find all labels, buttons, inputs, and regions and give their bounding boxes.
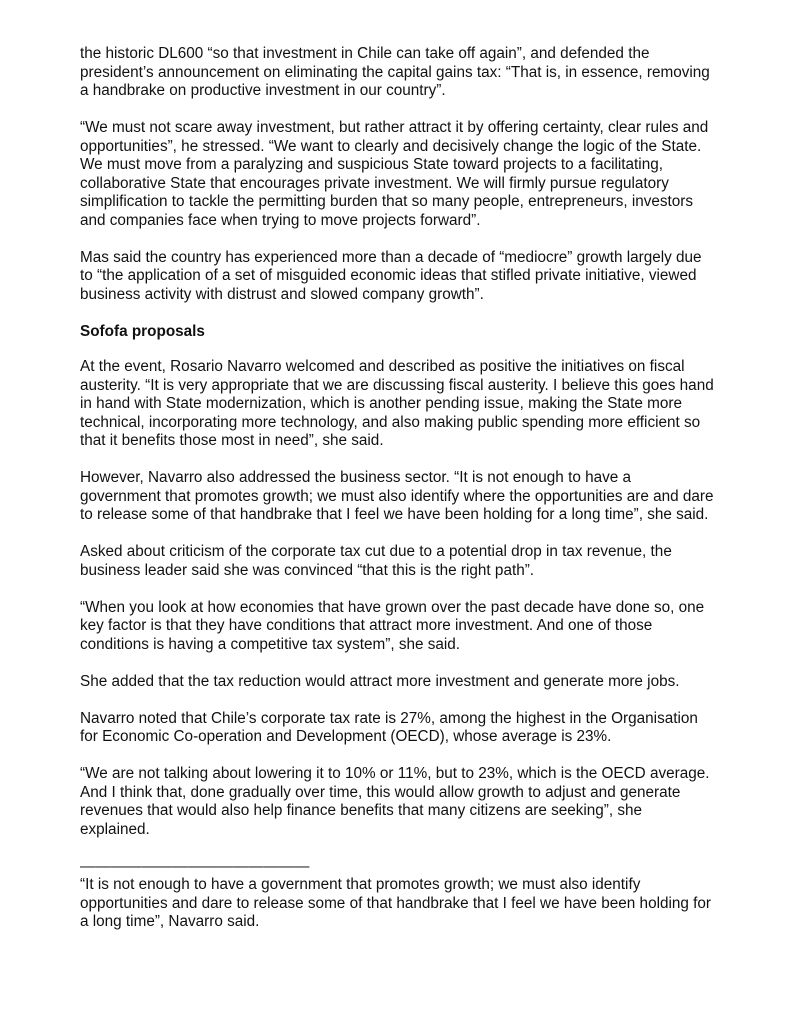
text-line: to release some of that handbrake that I feel we have been holding for a long time”, she said.	[80, 506, 709, 523]
text-line: And I think that, done gradually over time, this would allow growth to adjust and generate	[80, 783, 681, 801]
section-heading: Sofofa proposals	[80, 322, 205, 340]
text-line: “We are not talking about lowering it to 10% or 11%, but to 23%, which is the OECD average.	[80, 765, 710, 782]
paragraph	[80, 543, 740, 580]
paragraph	[80, 249, 740, 305]
text-line: We must move from a paralyzing and suspicious State toward projects to a facilitating,	[80, 156, 663, 173]
quote-paragraph	[80, 876, 740, 932]
text-line: and companies face when trying to move projects forward”.	[80, 211, 481, 229]
text-line: president’s announcement on eliminating the capital gains tax: “That is, in essence, removing	[80, 63, 710, 81]
document-page	[80, 45, 740, 950]
text-line: However, Navarro also addressed the business sector. “It is not enough to have a	[80, 469, 632, 486]
text-line: opportunities and dare to release some of that handbrake that I feel we have been holding for	[80, 894, 711, 912]
text-line: technical, incorporating more technology, and also making public spending more efficient so	[80, 413, 701, 431]
text-line: in hand with State modernization, which is another pending issue, making the State more	[80, 395, 683, 412]
text-line: austerity. “It is very appropriate that we are discussing fiscal austerity. I believe this goes hand	[80, 376, 714, 394]
text-line: Navarro noted that Chile’s corporate tax rate is 27%, among the highest in the Organisation	[80, 709, 698, 727]
paragraph	[80, 710, 740, 747]
text-line: She added that the tax reduction would attract more investment and generate more jobs.	[80, 672, 680, 690]
text-line: to “the application of a set of misguided economic ideas that stifled private initiative, viewed	[80, 267, 697, 284]
paragraph	[80, 599, 740, 655]
text-line: “When you look at how economies that have grown over the past decade have done so, one	[80, 598, 705, 616]
paragraph	[80, 119, 740, 230]
text-line: revenues that would also help finance benefits that many citizens are seeking”, she	[80, 802, 643, 819]
article-body-top	[80, 45, 740, 304]
paragraph	[80, 765, 740, 839]
paragraph	[80, 469, 740, 525]
text-line: that it benefits those most in need”, she said.	[80, 432, 384, 449]
text-line: the historic DL600 “so that investment in Chile can take off again”, and defended the	[80, 45, 650, 62]
text-line: “We must not scare away investment, but rather attract it by offering certainty, clear rules and	[80, 119, 709, 136]
text-line: business activity with distrust and slowed company growth”.	[80, 285, 484, 303]
pull-quote	[80, 876, 740, 932]
paragraph	[80, 673, 740, 692]
separator-line: ———————————————	[80, 857, 310, 875]
text-line: explained.	[80, 820, 150, 838]
paragraph	[80, 45, 740, 101]
paragraph	[80, 358, 740, 451]
text-line: business leader said she was convinced “that this is the right path”.	[80, 561, 535, 579]
text-line: Mas said the country has experienced more than a decade of “mediocre” growth largely due	[80, 248, 702, 266]
text-line: “It is not enough to have a government that promotes growth; we must also identify	[80, 876, 641, 893]
text-line: Asked about criticism of the corporate tax cut due to a potential drop in tax revenue, the	[80, 543, 672, 560]
text-line: key factor is that they have conditions that attract more investment. And one of those	[80, 617, 653, 634]
text-line: opportunities”, he stressed. “We want to clearly and decisively change the logic of the State.	[80, 137, 702, 155]
text-line: collaborative State that encourages private investment. We will firmly pursue regulatory	[80, 174, 669, 192]
text-line: for Economic Co-operation and Development (OECD), whose average is 23%.	[80, 728, 612, 745]
text-line: conditions is having a competitive tax system”, she said.	[80, 635, 461, 653]
text-line: a handbrake on productive investment in our country”.	[80, 82, 446, 99]
text-line: government that promotes growth; we must also identify where the opportunities are and dare	[80, 487, 714, 505]
article-body-bottom	[80, 358, 740, 839]
text-line: a long time”, Navarro said.	[80, 913, 260, 930]
text-line: At the event, Rosario Navarro welcomed and described as positive the initiatives on fiscal	[80, 358, 685, 375]
text-line: simplification to tackle the permitting burden that so many people, entrepreneurs, investors	[80, 193, 694, 210]
